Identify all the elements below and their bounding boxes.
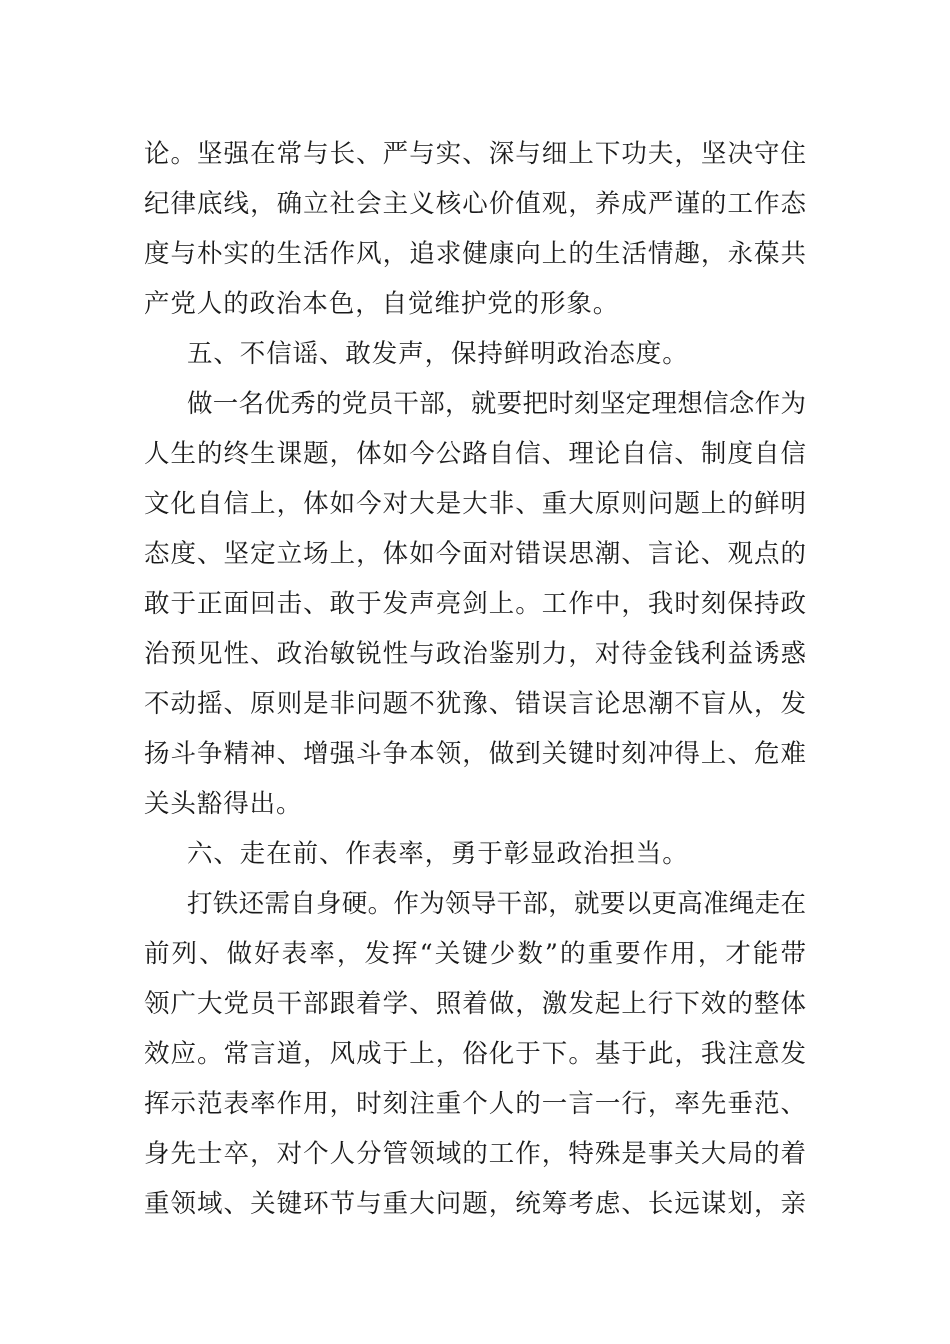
text-line: 打铁还需自身硬。作为领导干部，就要以更高准绳走在 [187,889,806,919]
text-line: 度与朴实的生活作风，追求健康向上的生活情趣，永葆共 [144,239,806,269]
text-line: 敢于正面回击、敢于发声亮剑上。工作中，我时刻保持政 [144,589,806,619]
text-line: 扬斗争精神、增强斗争本领，做到关键时刻冲得上、危难 [144,739,806,769]
text-line: 挥示范表率作用，时刻注重个人的一言一行，率先垂范、 [144,1089,806,1119]
text-line: 不动摇、原则是非问题不犹豫、错误言论思潮不盲从，发 [144,689,806,719]
text-line: 论。坚强在常与长、严与实、深与细上下功夫，坚决守住 [144,139,806,169]
section-heading: 五、不信谣、敢发声，保持鲜明政治态度。 [187,339,689,369]
text-line: 身先士卒，对个人分管领域的工作，特殊是事关大局的着 [144,1139,806,1169]
text-line: 治预见性、政治敏锐性与政治鉴别力，对待金钱利益诱惑 [144,639,806,669]
text-line: 人生的终生课题，体如今公路自信、理论自信、制度自信 [144,439,806,469]
text-line: 产党人的政治本色，自觉维护党的形象。 [144,289,620,319]
section-heading: 六、走在前、作表率，勇于彰显政治担当。 [187,839,689,869]
text-line: 关头豁得出。 [144,789,303,819]
text-line: 效应。常言道，风成于上，俗化于下。基于此，我注意发 [144,1039,806,1069]
text-line: 纪律底线，确立社会主义核心价值观，养成严谨的工作态 [144,189,806,219]
text-line: 前列、做好表率，发挥“关键少数”的重要作用，才能带 [144,939,806,969]
text-line: 领广大党员干部跟着学、照着做，激发起上行下效的整体 [144,989,806,1019]
text-line: 做一名优秀的党员干部，就要把时刻坚定理想信念作为 [187,389,806,419]
text-line: 态度、坚定立场上，体如今面对错误思潮、言论、观点的 [144,539,806,569]
text-line: 文化自信上，体如今对大是大非、重大原则问题上的鲜明 [144,489,806,519]
text-line: 重领域、关键环节与重大问题，统筹考虑、长远谋划，亲 [144,1189,806,1219]
